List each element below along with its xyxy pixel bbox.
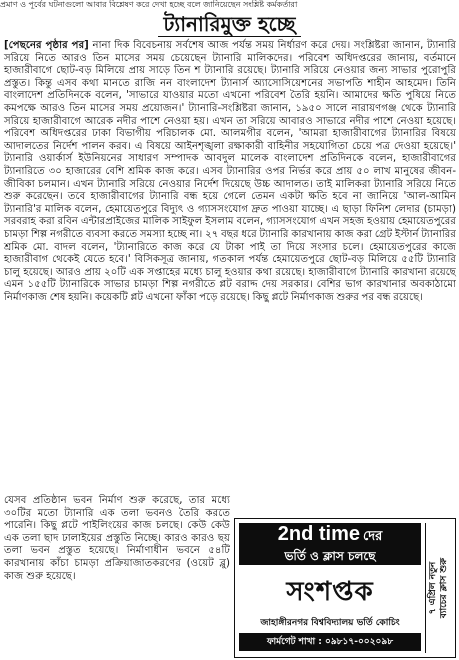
continued-from-label: [পেছনের পৃষ্ঠার পর] [4,40,89,51]
ad-second-time: 2nd time [277,523,360,545]
ad-banner [239,523,421,565]
article-text: নানা দিক বিবেচনায় সর্বশেষ আজ পর্যন্ত সময় নির্ধারণ করে দেয়। সংশ্লিষ্টরা জানান, ট্যানারি সরিয়ে নিতে আরও তিন মাসের সময় চেয়েছেন ট্যানারি মালিকদের। পরিবেশ অধিদপ্তরের জানায়, বর্তমানে হাজারীবাগে ছোট-বড় মিলিয়ে প্রায় সাড়ে তিন শ ট্যানারি রয়েছে। ট্যানারি সরিয়ে নেওয়ার জন্য সাভার পুরোপুরি প্রস্তুত। কিন্তু এসব কথা মানতে রাজি নন বাংলাদেশ ট্যানার্স অ্যাসোসিয়েশনের সভাপতি শাহীন আহমেদ। তিনি বাংলাদেশ প্রতিদিনকে বলেন, 'সাভারে যাওয়ার মতো এখনো পরিবেশ তৈরি হয়নি। আমাদের ক্ষতি পুষিয়ে নিতে কমপক্ষে আরও তিন মাসের সময় প্রয়োজন।' ট্যানারি-সংশ্লিষ্টরা জানান, ১৯৫০ সালে নারায়ণগঞ্জ থেকে ট্যানারি সরিয়ে হাজারীবাগে আরেক নদীর পাশে নেওয়া হয়। এখন তা সরিয়ে আবারও সাভারে নদীর পাশে নেওয়া হয়েছে। পরিবেশ অধিদপ্তরের ঢাকা বিভাগীয় পরিচালক মো. আলমগীর বলেন, 'আমরা হাজারীবাগের ট্যানারির বিষয়ে আদালতের নির্দেশ পালন করব। এ বিষয়ে আইনশৃঙ্খলা রক্ষাকারী বাহিনীর সহযোগিতা চেয়ে পত্র দেওয়া হয়েছে।' ট্যানারি ওয়ার্কার্স ইউনিয়নের সাধারণ সম্পাদক আবদুল মালেক বাংলাদেশ প্রতিদিনকে বলেন, হাজারীবাগের ট্যানারিতে ৩০ হাজারের বেশি শ্রমিক কাজ করে। এসব ট্যানারির ওপর নির্ভর করে প্রায় ৫০ লাখ মানুষের জীবন-জীবিকা চলমান। এখন ট্যানারি সরিয়ে নেওয়ার নির্দেশ দিয়েছে উচ্চ আদালত। তাই মালিকরা ট্যানারি সরিয়ে নিতে শুরু করেছেন। তবে হাজারীবাগের ট্যানারি বন্ধ হয়ে গেলে তেমন একটা ক্ষতি হবে না জানিয়ে 'আল-আমিন ট্যানারি'র মালিক বলেন, হেমায়েতপুরে বিদ্যুৎ ও গ্যাসসংযোগ দ্রুত পাওয়া যাচ্ছে। এ ছাড়া ফিনিশ লেদার (চামড়া) সরবরাহ করা রবিন এন্টারপ্রাইজের মালিক সাইফুল ইসলাম বলেন, গ্যাসসংযোগ এখন সহজ হওয়ায় হেমায়েতপুরের চামড়া শিল্প নগরীতে ব্যবসা করতে সমস্যা হচ্ছে না। ২৭ বছর ধরে ট্যানারি কারখানায় কাজ করা গ্রেট ইস্টার্ন ট্যানারির শ্রমিক মো. বাদল বলেন, 'ট্যানারিতে কাজ করে যে টাকা পাই তা দিয়ে সংসার চলে। হেমায়েতপুরের কাজে হাজারীবাগ থেকেই যেতে হবে।' বিসিকসূত্র জানায়, গতকাল পর্যন্ত হেমায়েতপুরে ছোট-বড় মিলিয়ে ৫৫টি ট্যানারি চালু হয়েছে। আরও প্রায় ২০টি এক সপ্তাহের মধ্যে চালু হওয়ার কথা রয়েছে। হাজারীবাগে ট্যানারি কারখানা রয়েছে এমন ১৫৫টি ট্যানারিকে সাভার চামড়া শিল্প নগরীতে প্লট বরাদ্দ দেয় সরকার। বেশির ভাগ কারখানার অবকাঠামো নির্মাণকাজ শেষ হয়নি। কয়েকটি প্লট এখনো ফাঁকা পড়ে রয়েছে। কিছু প্লটে নির্মাণকাজ শুরুর পর বন্ধ রয়েছে। [4,40,456,303]
ad-side-panel [425,523,452,653]
ad-new-batch-text [428,558,450,618]
ad-admission-ongoing: ভর্তি ও ক্লাস চলছে [284,549,376,563]
ad-side-line2: ব্যাচের ক্লাস শুরু [439,557,449,619]
article-text-lower: যেসব প্রতিষ্ঠান ভবন নির্মাণ শুরু করেছে, তার মধ্যে ৩০টির মতো ট্যানারি এক তলা ভবনও তৈরি করতে পারেনি। কিছু প্লটে পাইলিংয়ের কাজ চলছে। কেউ কেউ এক তলা ছাদ ঢালাইয়ের প্রস্তুতি নিচ্ছে। কারও কারও ছয় তলা ভবন প্রস্তুত হয়েছে। নির্মাণাধীন ভবনে ৫৪টি কারখানায় কাঁচা চামড়া প্রক্রিয়াজাতকরণের (ওয়েট ব্লু) কাজ শুরু হয়েছে। [4,495,230,582]
ad-der: দের [362,528,383,543]
previous-column-snippet: প্রমাণ ও পূর্বের ঘটনাগুলো আবার বিশ্লেষণ করে দেখা হচ্ছে বলে জানিয়েছেন সংশ্লিষ্ট কর্মকর্তারা [0,0,298,9]
ad-brand-logo: সংশপ্তক [286,577,374,607]
article-body [4,40,456,304]
article-continuation [4,495,230,583]
ad-side-line1: ৭ এপ্রিল নতুন [428,561,438,615]
ad-subtitle: জাহাঙ্গীরনগর বিশ্ববিদ্যালয় ভর্তি কোচিং [260,618,400,628]
ad-banner-line1 [239,523,421,547]
coaching-advertisement[interactable] [234,518,456,658]
ad-phone-branch: ফার্মগেট শাখা : ০৯৮১৭-০০২০৯৮ [239,633,421,651]
article-paragraph [4,40,456,304]
article-headline: ট্যানারিমুক্ত হচ্ছে [158,12,302,37]
headline-container [0,12,459,37]
